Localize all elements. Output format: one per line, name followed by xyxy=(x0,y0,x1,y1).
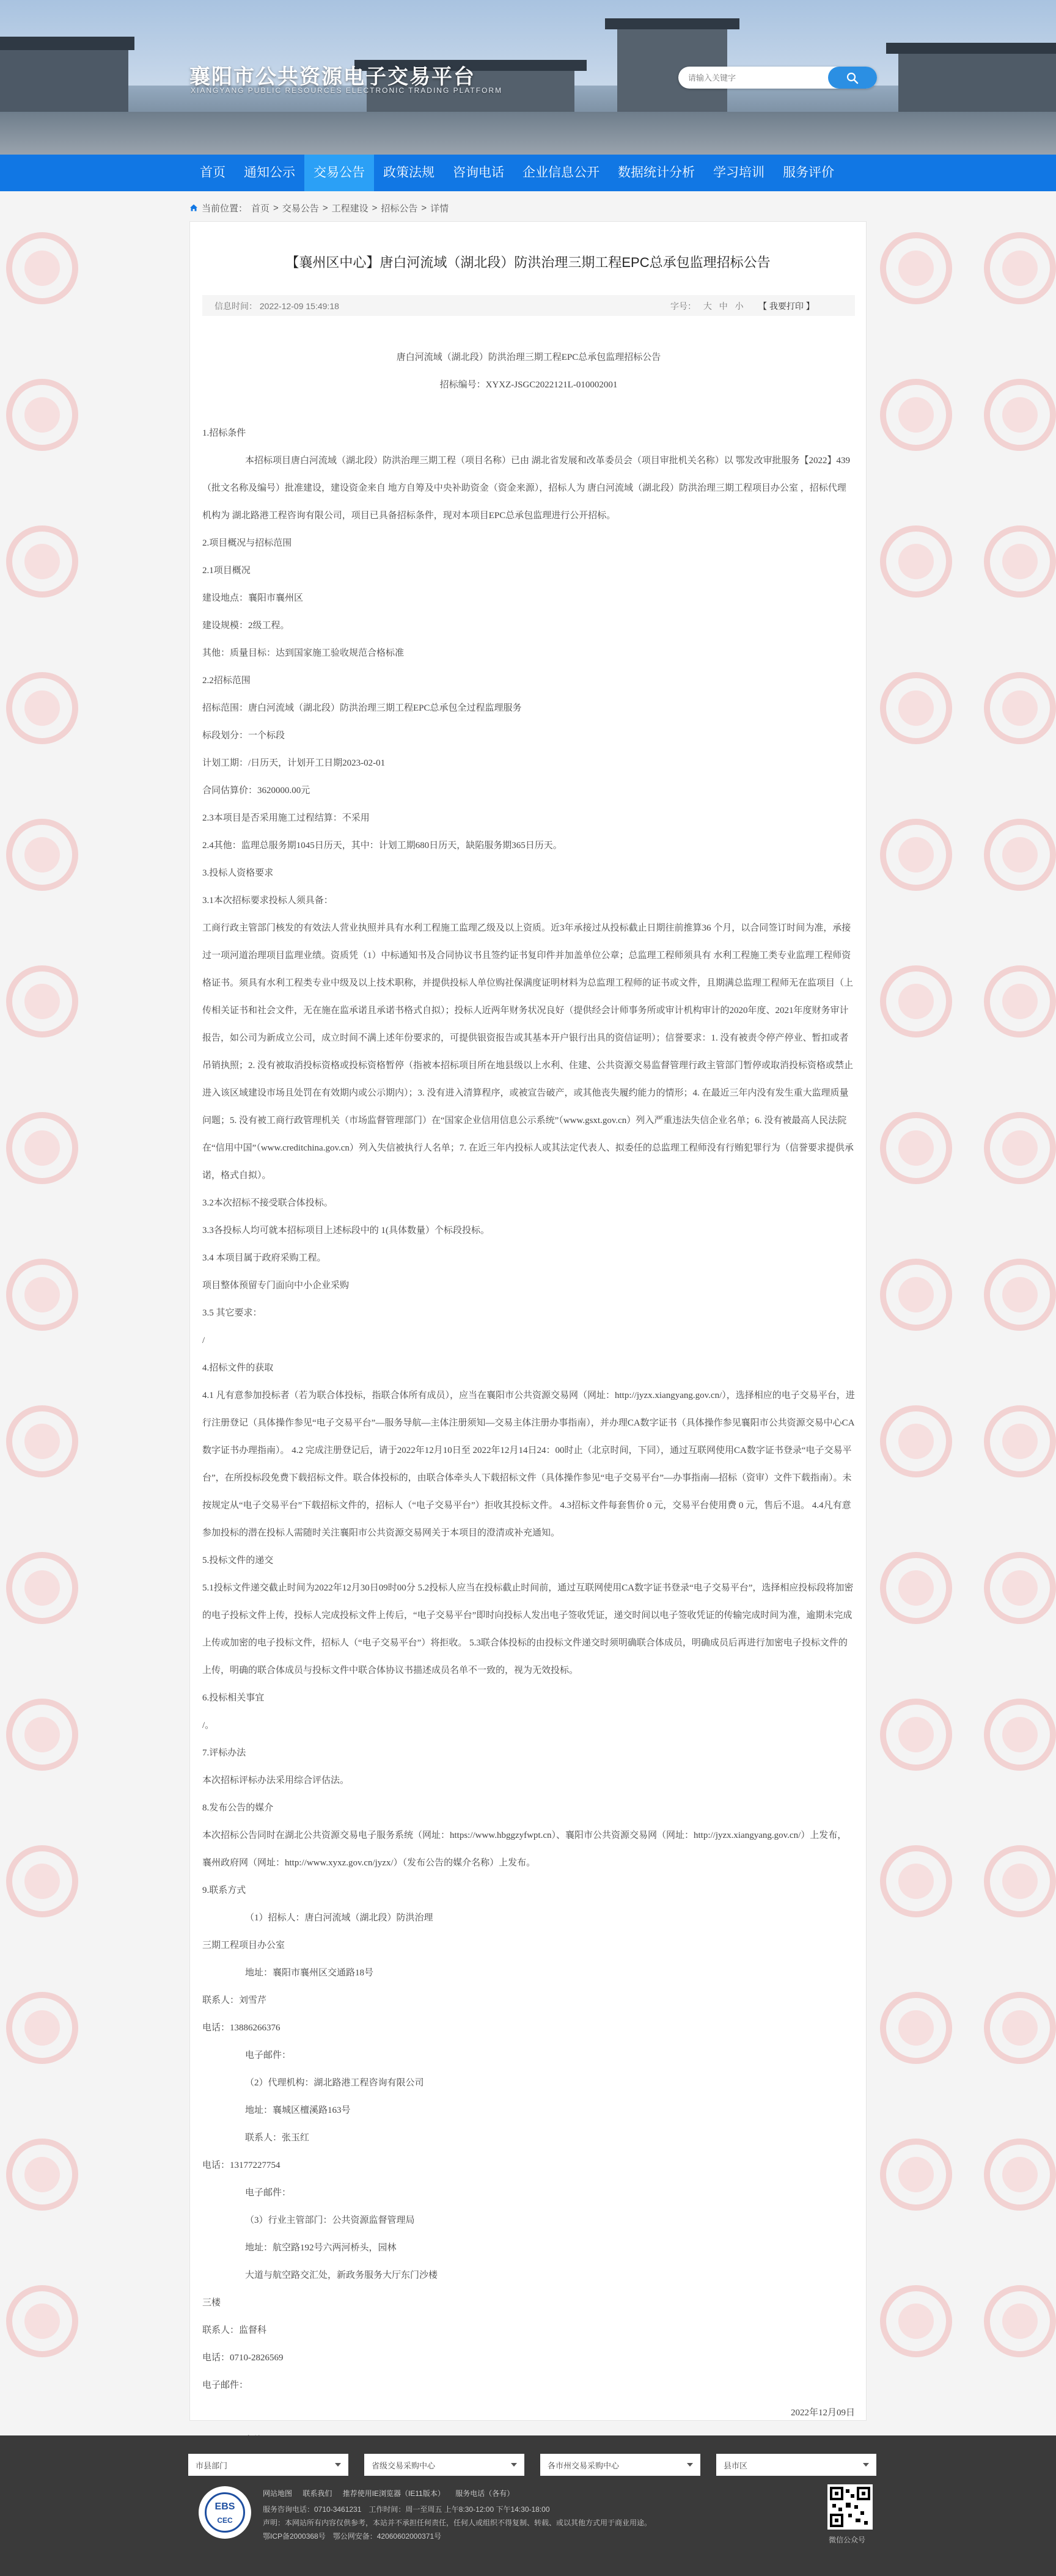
article-paragraph: 标段划分：一个标段 xyxy=(202,731,285,741)
watermark-seal xyxy=(6,2139,78,2211)
watermark-seal xyxy=(984,1699,1056,1771)
watermark-seal xyxy=(6,379,78,451)
article-paragraph: （2）代理机构：湖北路港工程咨询有限公司 xyxy=(245,2078,424,2088)
watermark-seal xyxy=(880,965,952,1037)
watermark-seal xyxy=(6,819,78,891)
article-paragraph: 招标范围：唐白河流域（湖北段）防洪治理三期工程EPC总承包全过程监理服务 xyxy=(202,703,522,713)
search-icon xyxy=(846,72,859,84)
footer-links xyxy=(263,2488,522,2498)
article-paragraph: 地址：航空路192号六两河桥头，园林 xyxy=(245,2243,397,2253)
watermark-seal xyxy=(6,1112,78,1184)
watermark-seal xyxy=(880,2139,952,2211)
article-paragraph: 电子邮件： xyxy=(245,2188,292,2198)
article-paragraph: 2022年12月09日 xyxy=(790,2408,855,2418)
nav-item[interactable]: 咨询电话 xyxy=(453,166,504,180)
watermark-seal xyxy=(984,1992,1056,2064)
header-banner xyxy=(0,0,1056,155)
nav-item[interactable]: 首页 xyxy=(200,166,226,180)
watermark-seal xyxy=(880,819,952,891)
ebs-logo-sub: CEC xyxy=(217,2516,233,2525)
watermark-seal xyxy=(984,965,1056,1037)
publish-time-label: 信息时间： xyxy=(215,301,257,311)
watermark-seal xyxy=(984,2285,1056,2357)
article-paragraph: 电话：0710-2826569 xyxy=(202,2353,284,2363)
watermark-seal xyxy=(984,2139,1056,2211)
article-paragraph: /。 xyxy=(202,1721,215,1730)
article-paragraph: 5.投标文件的递交 xyxy=(202,1556,274,1565)
article-paragraph: 3.3各投标人均可就本招标项目上述标段中的 1(具体数量）个标段投标。 xyxy=(202,1226,490,1235)
watermark-seal xyxy=(6,525,78,598)
watermark-seal xyxy=(984,1259,1056,1331)
bid-number: 招标编号：XYXZ-JSGC2022121L-010002001 xyxy=(439,380,618,390)
breadcrumb-link[interactable]: 招标公告 xyxy=(381,203,418,214)
article-paragraph: 项目整体预留专门面向中小企业采购 xyxy=(202,1281,350,1290)
breadcrumb-link[interactable]: 交易公告 xyxy=(282,203,319,214)
footer-select-province[interactable]: 省级交易采购中心 xyxy=(364,2454,524,2476)
nav-item[interactable]: 企业信息公开 xyxy=(522,166,600,180)
article-paragraph: 1.招标条件 xyxy=(202,428,246,438)
footer-select-city[interactable]: 市县部门 xyxy=(188,2454,348,2476)
article-paragraph: 联系人：张玉红 xyxy=(245,2133,310,2143)
article-paragraph: 9.联系方式 xyxy=(202,1886,246,1895)
article-paragraph: 大道与航空路交汇处，新政务服务大厅东门沙楼 xyxy=(245,2270,438,2280)
watermark-seal xyxy=(880,1259,952,1331)
watermark-seal xyxy=(880,379,952,451)
article-paragraph: （1）招标人：唐白河流域（湖北段）防洪治理 xyxy=(245,1913,433,1923)
article-paragraph: （3）行业主管部门：公共资源监督管理局 xyxy=(245,2216,415,2225)
ebs-logo xyxy=(199,2486,251,2539)
wechat-qr-code xyxy=(827,2484,873,2530)
article-paragraph: 电话：13886266376 xyxy=(202,2023,280,2033)
watermark-seal xyxy=(6,1845,78,1917)
article-paragraph: 本招标项目唐白河流域（湖北段）防洪治理三期工程（项目名称）已由 湖北省发展和改革委员会（项目审批机关名称）以 鄂发改审批服务【2022】439（批文名称及编号）批准建设，建设资金来自 地方自筹及中央补助资金（资金来源），招标人为 唐白河流域（湖北段）防洪治理三期工程项目办公室 ，招标代理机构为 湖北路港工程咨询有限公司，项目已具备招标条件，现对本项目EPC总承包监理进行公开招标。 xyxy=(202,456,851,521)
article-paragraph: 合同估算价：3620000.00元 xyxy=(202,786,310,796)
footer-link-contact[interactable]: 联系我们 xyxy=(302,2489,332,2498)
nav-item[interactable]: 学习培训 xyxy=(713,166,765,180)
footer xyxy=(0,2435,1056,2576)
article-paragraph: 本次招标评标办法采用综合评估法。 xyxy=(202,1776,350,1785)
nav-item[interactable]: 服务评价 xyxy=(783,166,834,180)
article-paragraph: 3.4 本项目属于政府采购工程。 xyxy=(202,1253,326,1263)
article-paragraph: 本次招标公告同时在湖北公共资源交易电子服务系统（网址：https://www.hbggzyfwpt.cn）、襄阳市公共资源交易网（网址：http://jyzx.xiangyang.gov.cn/）上发布，襄州政府网（网址：http://www.xyxz.gov.cn/jyzx/）（发布公告的媒介名称）上发布。 xyxy=(202,1831,847,1868)
banner-roof xyxy=(886,43,1056,54)
watermark-seal xyxy=(984,819,1056,891)
footer-link-browser[interactable]: 推荐使用IE浏览器（IE11版本） xyxy=(342,2489,445,2498)
article-paragraph: 建设地点：襄阳市襄州区 xyxy=(202,593,304,603)
watermark-seal xyxy=(984,1552,1056,1624)
ebs-logo-text: EBS xyxy=(215,2501,235,2512)
breadcrumb-link[interactable]: 详情 xyxy=(430,203,449,214)
nav-list xyxy=(191,155,843,191)
watermark-seal xyxy=(984,1112,1056,1184)
article-paragraph: 6.投标相关事宜 xyxy=(202,1693,265,1703)
search-box xyxy=(678,67,877,89)
article-paragraph: 联系人：刘雪芹 xyxy=(202,1996,267,2005)
watermark-seal xyxy=(880,1992,952,2064)
article-paragraph: 联系人：监督科 xyxy=(202,2325,267,2335)
nav-item[interactable]: 交易公告 xyxy=(304,155,374,191)
footer-select-prefecture[interactable]: 各市州交易采购中心 xyxy=(540,2454,700,2476)
nav-item[interactable]: 数据统计分析 xyxy=(618,166,695,180)
watermark-seal xyxy=(880,1405,952,1477)
print-button[interactable]: 【 我要打印 】 xyxy=(758,301,815,311)
watermark-seal xyxy=(984,1845,1056,1917)
search-input[interactable] xyxy=(688,70,816,85)
article-paragraph: 2.3本项目是否采用施工过程结算：不采用 xyxy=(202,813,370,823)
watermark-seal xyxy=(6,1259,78,1331)
article-paragraph: 5.1投标文件递交截止时间为2022年12月30日09时00分 5.2投标人应当在投标截止时间前，通过互联网使用CA数字证书登录“电子交易平台”，选择相应投标段将加密的电子投标文件上传，投标人完成投标文件上传后，“电子交易平台”即时向投标人发出电子签收凭证，递交时间以电子签收凭证的传输完成时间为准，逾期未完成上传或加密的电子投标文件，招标人（“电子交易平台”）将拒收。 5.3联合体投标的由投标文件递交时须明确联合体成员，明确成员后再进行加密电子投标文件的上传，明确的联合体成员与投标文件中联合体协议书描述成员名单不一致的，视为无效投标。 xyxy=(202,1583,854,1675)
article-paragraph: 3.2本次招标不接受联合体投标。 xyxy=(202,1198,333,1208)
banner-roof xyxy=(605,18,739,29)
publish-time xyxy=(215,300,339,312)
main-nav xyxy=(0,155,1056,191)
watermark-seal xyxy=(984,232,1056,304)
breadcrumb-separator: > xyxy=(322,202,328,213)
footer-link-hotline[interactable]: 服务电话（各有） xyxy=(455,2489,515,2498)
home-icon xyxy=(189,203,198,212)
watermark-seal xyxy=(6,672,78,744)
article-paragraph: 2.项目概况与招标范围 xyxy=(202,538,292,548)
article-paragraph: 4.招标文件的获取 xyxy=(202,1363,274,1373)
article-paragraph: 工商行政主管部门核发的有效法人营业执照并具有水利工程施工监理乙级及以上资质。近3年承接过从投标截止日期往前推算36 个月，以合同签订时间为准，承接过一项河道治理项目监理业绩。资质凭（1）中标通知书及合同协议书且签约证书复印件并加盖单位公章；总监理工程师须具有 水利工程施工类专业监理工程师资格证书。须具有水利工程类专业中级及以上技术职称，并提供投标人单位购社保满度证明材料为总监理工程师的证书或文件，且期满总监理工程师无在监项目（上传相关证书和社会文件，无在施在监承诺且承诺书格式自拟）；投标人近两年财务状况良好（提供经会计师事务所或审计机构审计的2020年度、2021年度财务审计报告，如公司为新成立公司，成立时间不满上述年份要求的，可提供银资报告或其基本开户银行出具的资信证明）；信誉要求：1. 没有被责令停产停业、暂扣或者吊销执照；2. 没有被取消投标资格或投标资格暂停（指被本招标项目所在地县级以上水利、住建、公共资源交易监督管理行政主管部门暂停或取消投标资格或禁止进入该区域建设市场且处罚在有效期内或公示期内）；3. 没有进入清算程序，或被宣告破产，或其他丧失履约能力的情形；4. 在最近三年内没有发生重大监理质量问题；5. 没有被工商行政管理机关（市场监督管理部门）在“国家企业信用信息公示系统”（www.gsxt.gov.cn）列入严重违法失信企业名单；6. 没有被最高人民法院在“信用中国”（www.creditchina.gov.cn）列入失信被执行人名单；7. 在近三年内投标人或其法定代表人、拟委任的总监理工程师没有行贿犯罪行为（信誉要求提供承诺，格式自拟）。 xyxy=(202,923,854,1180)
site-subtitle: XIANGYANG PUBLIC RESOURCES ELECTRONIC TRADING PLATFORM xyxy=(191,86,503,95)
watermark-seal xyxy=(6,1552,78,1624)
watermark-seal xyxy=(984,525,1056,598)
watermark-seal xyxy=(880,1699,952,1771)
article-paragraph: 地址：襄城区檀溪路163号 xyxy=(245,2106,351,2115)
watermark-seal xyxy=(880,2285,952,2357)
article-paragraph: 三期工程项目办公室 xyxy=(202,1941,285,1950)
article-panel xyxy=(189,221,867,2421)
article-paragraph: 2.4其他：监理总服务期1045日历天，其中：计划工期680日历天，缺陷服务期365日历天。 xyxy=(202,841,562,851)
article-title: 【襄州区中心】唐白河流域（湖北段）防洪治理三期工程EPC总承包监理招标公告 xyxy=(285,255,771,270)
footer-contact: 服务咨询电话：0710-3461231 工作时间：周一至周五 上午8:30-12:00 下午14:30-18:00 xyxy=(263,2505,550,2514)
watermark-seal xyxy=(880,232,952,304)
watermark-seal xyxy=(6,232,78,304)
article-paragraph: 3.5 其它要求： xyxy=(202,1308,262,1318)
watermark-seal xyxy=(984,1405,1056,1477)
watermark-seal xyxy=(6,1405,78,1477)
font-large-button[interactable]: 大 xyxy=(703,301,712,311)
article-paragraph: 2.2招标范围 xyxy=(202,676,251,686)
footer-link-sitemap[interactable]: 网站地图 xyxy=(263,2489,293,2498)
footer-select-county[interactable]: 县市区 xyxy=(716,2454,876,2476)
breadcrumb-separator: > xyxy=(273,202,279,213)
watermark-seal xyxy=(6,965,78,1037)
article-paragraph: 其他：质量目标：达到国家施工验收规范合格标准 xyxy=(202,648,405,658)
article-paragraph: 计划工期：/日历天，计划开工日期2023-02-01 xyxy=(202,758,386,768)
article-paragraph: 3.投标人资格要求 xyxy=(202,868,274,878)
article-paragraph: 2.1项目概况 xyxy=(202,566,251,576)
article-paragraph: 电子邮件： xyxy=(245,2051,292,2060)
article-heading: 唐白河流域（湖北段）防洪治理三期工程EPC总承包监理招标公告 xyxy=(396,353,661,362)
font-mid-button[interactable]: 中 xyxy=(719,301,728,311)
search-button[interactable] xyxy=(828,67,877,89)
ebs-logo-mark xyxy=(205,2492,245,2533)
article-paragraph: 7.评标办法 xyxy=(202,1748,246,1758)
watermark-seal xyxy=(6,1992,78,2064)
article-paragraph: 电话：13177227754 xyxy=(202,2161,280,2170)
watermark-seal xyxy=(880,1845,952,1917)
article-paragraph: 4.1 凡有意参加投标者（若为联合体投标，指联合体所有成员），应当在襄阳市公共资源交易网（网址：http://jyzx.xiangyang.gov.cn/），选择相应的电子交易平台，进行注册登记（具体操作参见“电子交易平台”—服务导航—主体注册须知—交易主体注册办事指南），并办理CA数字证书（具体操作参见襄阳市公共资源交易中心CA数字证书办理指南）。 4.2 完成注册登记后，请于2022年12月10日至 2022年12月14日24：00时止（北京时间，下同），通过互联网使用CA数字证书登录“电子交易平台”，在所投标段免费下载招标文件。联合体投标的，由联合体牵头人下载招标文件（具体操作参见“电子交易平台”—办事指南—招标（资审）文件下载指南）。未按规定从“电子交易平台”下载招标文件的，招标人（“电子交易平台”）拒收其投标文件。 4.3招标文件每套售价 0 元，交易平台使用费 0 元，售后不退。 4.4凡有意参加投标的潜在投标人需随时关注襄阳市公共资源交易网关于本项目的澄清或补充通知。 xyxy=(202,1391,855,1538)
breadcrumb-label: 当前位置： xyxy=(202,203,248,214)
breadcrumb xyxy=(189,200,449,215)
qr-code-icon xyxy=(830,2487,870,2527)
font-size-switch xyxy=(670,300,744,312)
nav-item[interactable]: 通知公示 xyxy=(244,166,295,180)
font-small-button[interactable]: 小 xyxy=(735,301,744,311)
publish-time-value: 2022-12-09 15:49:18 xyxy=(259,301,339,311)
watermark-seal xyxy=(880,525,952,598)
article-meta xyxy=(202,295,855,316)
breadcrumb-separator: > xyxy=(372,202,378,213)
font-size-label: 字号： xyxy=(670,301,696,311)
article-paragraph: 三楼 xyxy=(202,2298,221,2308)
breadcrumb-link[interactable]: 工程建设 xyxy=(331,203,369,214)
footer-icp: 鄂ICP备2000368号 鄂公网安备：42060602000371号 xyxy=(263,2532,442,2541)
article-paragraph: 8.发布公告的媒介 xyxy=(202,1803,274,1813)
article-body xyxy=(202,344,855,2454)
watermark-seal xyxy=(984,379,1056,451)
article-paragraph: 地址：襄阳市襄州区交通路18号 xyxy=(245,1968,374,1978)
watermark-seal xyxy=(6,2285,78,2357)
breadcrumb-separator: > xyxy=(421,202,427,213)
qr-label: 微信公众号 xyxy=(829,2536,866,2544)
watermark-seal xyxy=(880,1112,952,1184)
article-paragraph: 建设规模：2级工程。 xyxy=(202,621,290,631)
site-title: 襄阳市公共资源电子交易平台 xyxy=(189,65,475,89)
watermark-seal xyxy=(6,1699,78,1771)
watermark-seal xyxy=(880,672,952,744)
article-paragraph: 3.1本次招标要求投标人须具备： xyxy=(202,896,333,906)
banner-roof xyxy=(0,37,134,50)
footer-disclaimer: 声明：本网站所有内容仅供参考，本站并不承担任何责任，任何人或组织不得复制、转载、或以其他方式用于商业用途。 xyxy=(263,2519,652,2527)
article-paragraph: / xyxy=(202,1336,205,1345)
banner-plaza xyxy=(0,112,1056,155)
article-paragraph: 电子邮件： xyxy=(202,2380,249,2390)
breadcrumb-link[interactable]: 首页 xyxy=(251,203,270,214)
nav-item[interactable]: 政策法规 xyxy=(383,166,435,180)
watermark-seal xyxy=(984,672,1056,744)
watermark-seal xyxy=(880,1552,952,1624)
